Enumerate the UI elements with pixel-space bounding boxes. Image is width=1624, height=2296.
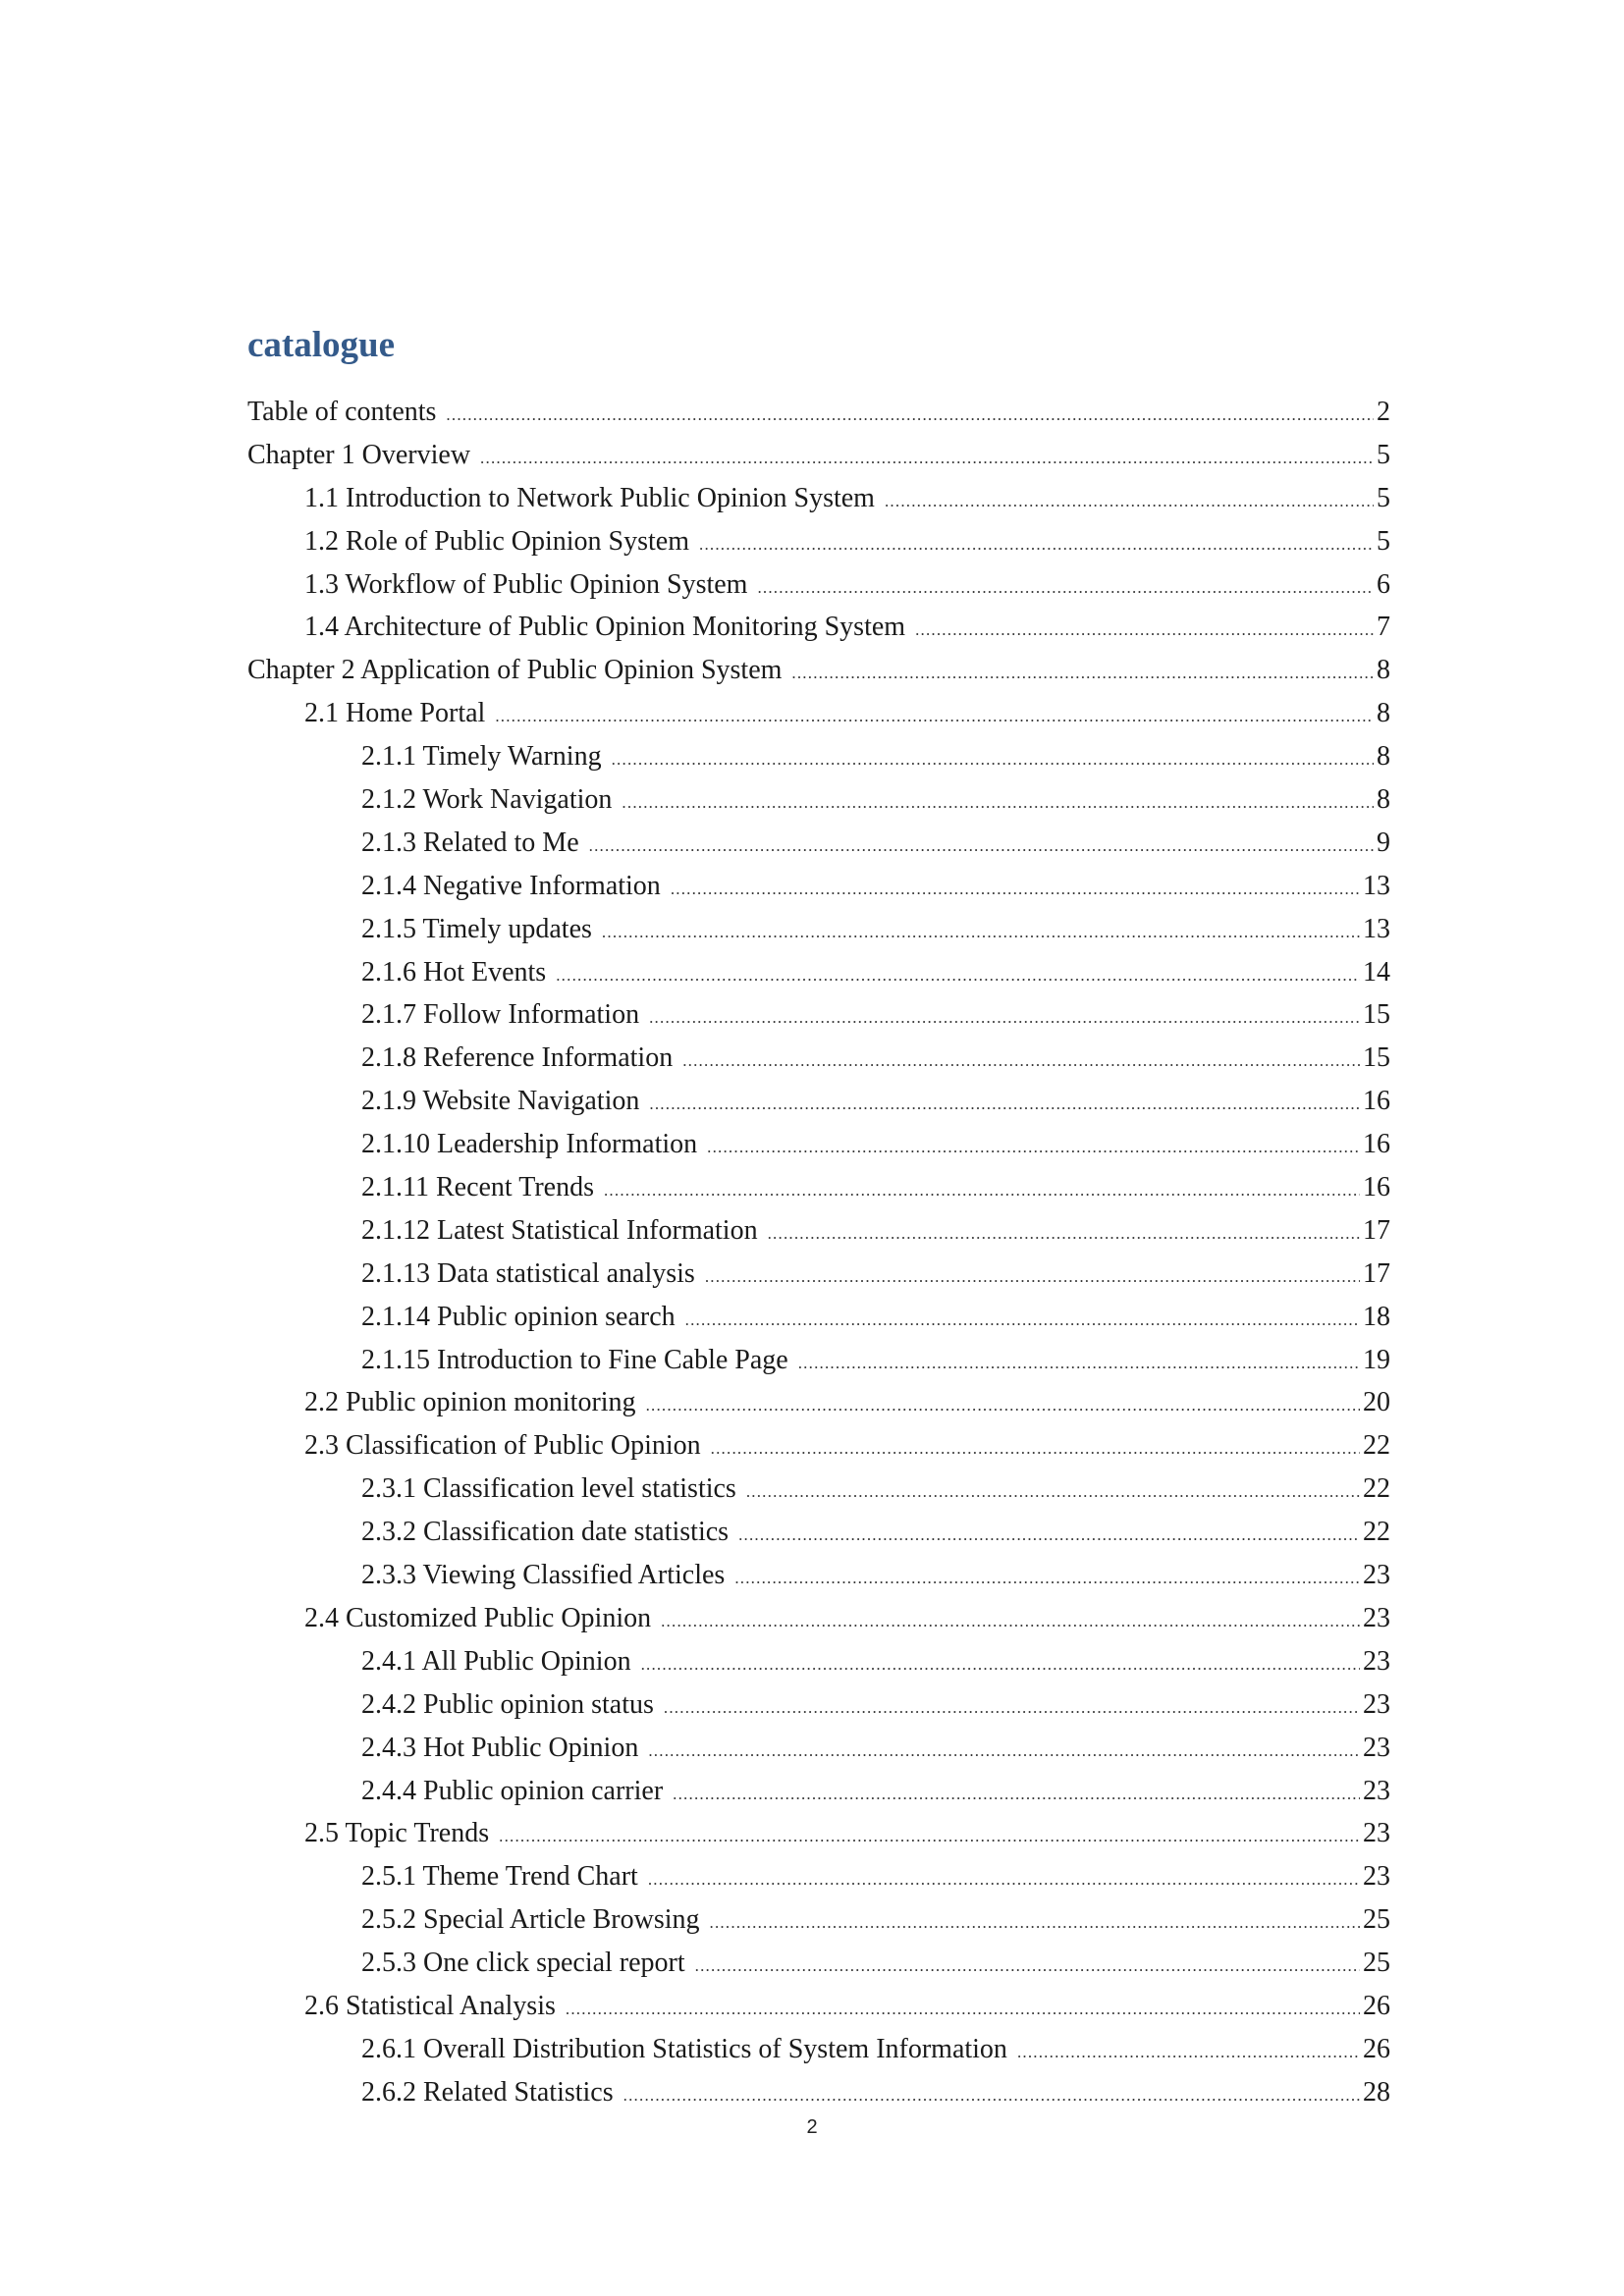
toc-entry[interactable] [247, 1166, 1390, 1209]
toc-dot-leader [649, 1083, 1360, 1126]
toc-entry-page: 13 [1363, 913, 1390, 944]
toc-entry[interactable] [247, 1727, 1390, 1770]
toc-entry[interactable] [247, 1985, 1390, 2028]
toc-entry-page: 5 [1377, 482, 1390, 513]
toc-entry-title: 1.4 Architecture of Public Opinion Monitoring System [304, 612, 906, 643]
toc-entry-page: 26 [1363, 2033, 1390, 2064]
toc-entry[interactable] [247, 1296, 1390, 1339]
toc-entry-page: 23 [1363, 1775, 1390, 1806]
toc-dot-leader [885, 480, 1374, 523]
page-number: 2 [806, 2116, 818, 2138]
toc-entry[interactable] [247, 1468, 1390, 1511]
toc-entry-page: 28 [1363, 2076, 1390, 2108]
toc-entry-page: 18 [1363, 1301, 1390, 1332]
toc-entry-page: 19 [1363, 1344, 1390, 1375]
toc-entry-page: 22 [1363, 1430, 1390, 1462]
toc-entry-page: 17 [1363, 1214, 1390, 1246]
toc-dot-leader [699, 523, 1374, 566]
toc-entry-page: 16 [1363, 1172, 1390, 1203]
toc-entry[interactable] [247, 1080, 1390, 1123]
toc-entry[interactable] [247, 1640, 1390, 1683]
toc-dot-leader [602, 911, 1360, 954]
toc-entry-page: 23 [1363, 1602, 1390, 1633]
toc-entry-page: 8 [1377, 784, 1390, 816]
toc-dot-leader [664, 1686, 1360, 1730]
toc-entry[interactable] [247, 865, 1390, 908]
toc-entry-page: 15 [1363, 1042, 1390, 1074]
toc-entry-page: 23 [1363, 1645, 1390, 1677]
toc-entry-title: 2.1.8 Reference Information [361, 1042, 674, 1074]
toc-entry-title: 2.3.3 Viewing Classified Articles [361, 1560, 726, 1591]
toc-dot-leader [612, 738, 1374, 781]
toc-entry-title: 2.2 Public opinion monitoring [304, 1387, 636, 1418]
toc-entry-page: 14 [1363, 956, 1390, 988]
toc-entry-title: 2.1.6 Hot Events [361, 956, 547, 988]
toc-entry-title: 2.1.12 Latest Statistical Information [361, 1214, 758, 1246]
toc-dot-leader [649, 996, 1360, 1040]
toc-entry-page: 22 [1363, 1517, 1390, 1548]
toc-entry[interactable] [247, 1381, 1390, 1424]
toc-entry-title: Chapter 1 Overview [247, 439, 471, 470]
toc-entry-title: 2.1 Home Portal [304, 698, 486, 729]
toc-dot-leader [791, 652, 1374, 695]
toc-dot-leader [648, 1858, 1360, 1901]
toc-entry-page: 26 [1363, 1990, 1390, 2021]
toc-entry-title: 2.1.2 Work Navigation [361, 784, 613, 816]
toc-entry-title: 2.1.14 Public opinion search [361, 1301, 676, 1332]
toc-entry-page: 8 [1377, 655, 1390, 686]
toc-entry-title: 2.4.3 Hot Public Opinion [361, 1732, 639, 1763]
toc-dot-leader [566, 1988, 1360, 2031]
toc-dot-leader [1017, 2031, 1360, 2074]
toc-entry-title: 2.1.11 Recent Trends [361, 1172, 594, 1203]
toc-entry-title: 2.4.4 Public opinion carrier [361, 1775, 664, 1806]
toc-entry-page: 17 [1363, 1257, 1390, 1289]
toc-entry-page: 6 [1377, 568, 1390, 600]
toc-entry-title: 2.1.15 Introduction to Fine Cable Page [361, 1344, 788, 1375]
toc-dot-leader [495, 695, 1374, 738]
toc-entry[interactable] [247, 1339, 1390, 1382]
toc-entry-title: 2.1.3 Related to Me [361, 827, 579, 858]
toc-dot-leader [915, 609, 1374, 652]
toc-entry[interactable] [247, 434, 1390, 477]
toc-entry[interactable] [247, 692, 1390, 735]
toc-dot-leader [710, 1901, 1360, 1945]
toc-dot-leader [604, 1169, 1360, 1212]
toc-entry[interactable] [247, 735, 1390, 778]
toc-entry-title: 2.3.1 Classification level statistics [361, 1473, 736, 1505]
toc-entry-page: 13 [1363, 870, 1390, 901]
toc-entry-page: 23 [1363, 1560, 1390, 1591]
toc-entry-title: 2.1.10 Leadership Information [361, 1129, 698, 1160]
toc-dot-leader [695, 1945, 1360, 1988]
toc-dot-leader [711, 1427, 1360, 1470]
toc-entry-title: 2.5 Topic Trends [304, 1818, 490, 1849]
toc-entry-page: 23 [1363, 1732, 1390, 1763]
toc-entry-title: 2.4 Customized Public Opinion [304, 1602, 652, 1633]
toc-entry-title: 2.5.3 One click special report [361, 1948, 685, 1979]
toc-entry-page: 8 [1377, 741, 1390, 773]
toc-dot-leader [734, 1557, 1360, 1600]
toc-entry-title: Chapter 2 Application of Public Opinion System [247, 655, 783, 686]
toc-entry-title: 2.1.7 Follow Information [361, 999, 640, 1031]
toc-entry[interactable] [247, 649, 1390, 692]
toc-entry-title: 2.1.5 Timely updates [361, 913, 592, 944]
toc-dot-leader [648, 1730, 1360, 1773]
toc-entry[interactable] [247, 2071, 1390, 2114]
toc-entry-page: 25 [1363, 1948, 1390, 1979]
toc-entry-page: 15 [1363, 999, 1390, 1031]
toc-entry[interactable] [247, 951, 1390, 994]
toc-entry[interactable] [247, 1898, 1390, 1942]
toc-dot-leader [768, 1212, 1360, 1255]
toc-entry-title: 2.5.2 Special Article Browsing [361, 1904, 700, 1936]
toc-entry-page: 22 [1363, 1473, 1390, 1505]
toc-entry[interactable] [247, 477, 1390, 520]
toc-entry-title: 2.1.9 Website Navigation [361, 1086, 640, 1117]
toc-entry[interactable] [247, 1424, 1390, 1468]
toc-entry-title: 1.3 Workflow of Public Opinion System [304, 568, 748, 600]
toc-entry-title: 2.4.2 Public opinion status [361, 1688, 654, 1720]
toc-entry[interactable] [247, 1123, 1390, 1166]
toc-entry-title: 2.6.2 Related Statistics [361, 2076, 614, 2108]
toc-dot-leader [622, 781, 1374, 825]
toc-entry-title: 2.6 Statistical Analysis [304, 1990, 556, 2021]
toc-entry-title: 2.6.1 Overall Distribution Statistics of System Information [361, 2033, 1007, 2064]
toc-entry-page: 25 [1363, 1904, 1390, 1936]
toc-dot-leader [589, 825, 1374, 868]
toc-dot-leader [673, 1773, 1360, 1816]
toc-entry-page: 8 [1377, 698, 1390, 729]
toc-entry[interactable] [247, 1511, 1390, 1554]
toc-entry-page: 23 [1363, 1688, 1390, 1720]
toc-dot-leader [623, 2074, 1360, 2117]
toc-dot-leader [646, 1384, 1360, 1427]
toc-entry-title: 1.1 Introduction to Network Public Opinion System [304, 482, 875, 513]
toc-entry[interactable] [247, 1770, 1390, 1813]
toc-dot-leader [671, 868, 1360, 911]
toc-entry[interactable] [247, 1942, 1390, 1985]
toc-entry[interactable] [247, 1597, 1390, 1640]
toc-dot-leader [798, 1342, 1360, 1385]
toc-entry-page: 7 [1377, 612, 1390, 643]
toc-dot-leader [661, 1600, 1360, 1643]
toc-entry[interactable] [247, 1554, 1390, 1597]
toc-entry[interactable] [247, 2028, 1390, 2071]
toc-entry[interactable] [247, 563, 1390, 607]
toc-entry[interactable] [247, 822, 1390, 865]
toc-dot-leader [556, 954, 1360, 997]
toc-entry-title: 2.3 Classification of Public Opinion [304, 1430, 701, 1462]
toc-entry-title: 1.2 Role of Public Opinion System [304, 525, 689, 557]
toc-entry-title: 2.3.2 Classification date statistics [361, 1517, 730, 1548]
toc-heading: catalogue [247, 325, 396, 365]
toc-entry-page: 16 [1363, 1086, 1390, 1117]
toc-dot-leader [738, 1514, 1360, 1557]
toc-entry-page: 23 [1363, 1861, 1390, 1893]
toc-entry-title: 2.1.1 Timely Warning [361, 741, 602, 773]
toc-dot-leader [746, 1470, 1360, 1514]
toc-entry-page: 9 [1377, 827, 1390, 858]
toc-entry-page: 2 [1377, 397, 1390, 427]
toc-dot-leader [685, 1299, 1360, 1342]
toc-entry[interactable] [247, 778, 1390, 822]
toc-dot-leader [446, 394, 1374, 437]
toc-entry[interactable] [247, 1855, 1390, 1898]
toc-dot-leader [705, 1255, 1360, 1299]
toc-entry[interactable] [247, 1037, 1390, 1080]
toc-entry[interactable] [247, 1812, 1390, 1855]
toc-dot-leader [499, 1815, 1360, 1858]
toc-entry-title: 2.1.4 Negative Information [361, 870, 661, 901]
toc-entry-page: 20 [1363, 1387, 1390, 1418]
toc-entry[interactable] [247, 1683, 1390, 1727]
toc-entry[interactable] [247, 520, 1390, 563]
toc-entry-page: 23 [1363, 1818, 1390, 1849]
table-of-contents [247, 391, 1390, 2114]
toc-dot-leader [641, 1643, 1360, 1686]
toc-entry[interactable] [247, 1209, 1390, 1253]
toc-entry-title: 2.1.13 Data statistical analysis [361, 1257, 695, 1289]
toc-dot-leader [480, 437, 1374, 480]
toc-entry-page: 5 [1377, 525, 1390, 557]
toc-dot-leader [757, 566, 1374, 610]
toc-entry[interactable] [247, 993, 1390, 1037]
toc-entry[interactable] [247, 606, 1390, 649]
toc-dot-leader [707, 1126, 1360, 1169]
toc-entry-title: 2.5.1 Theme Trend Chart [361, 1861, 638, 1893]
toc-entry-page: 5 [1377, 439, 1390, 470]
toc-entry[interactable] [247, 908, 1390, 951]
toc-entry[interactable] [247, 391, 1390, 434]
toc-dot-leader [682, 1040, 1360, 1083]
toc-entry-page: 16 [1363, 1129, 1390, 1160]
toc-entry-title: 2.4.1 All Public Opinion [361, 1645, 631, 1677]
toc-entry-title: Table of contents [247, 397, 437, 427]
toc-entry[interactable] [247, 1253, 1390, 1296]
